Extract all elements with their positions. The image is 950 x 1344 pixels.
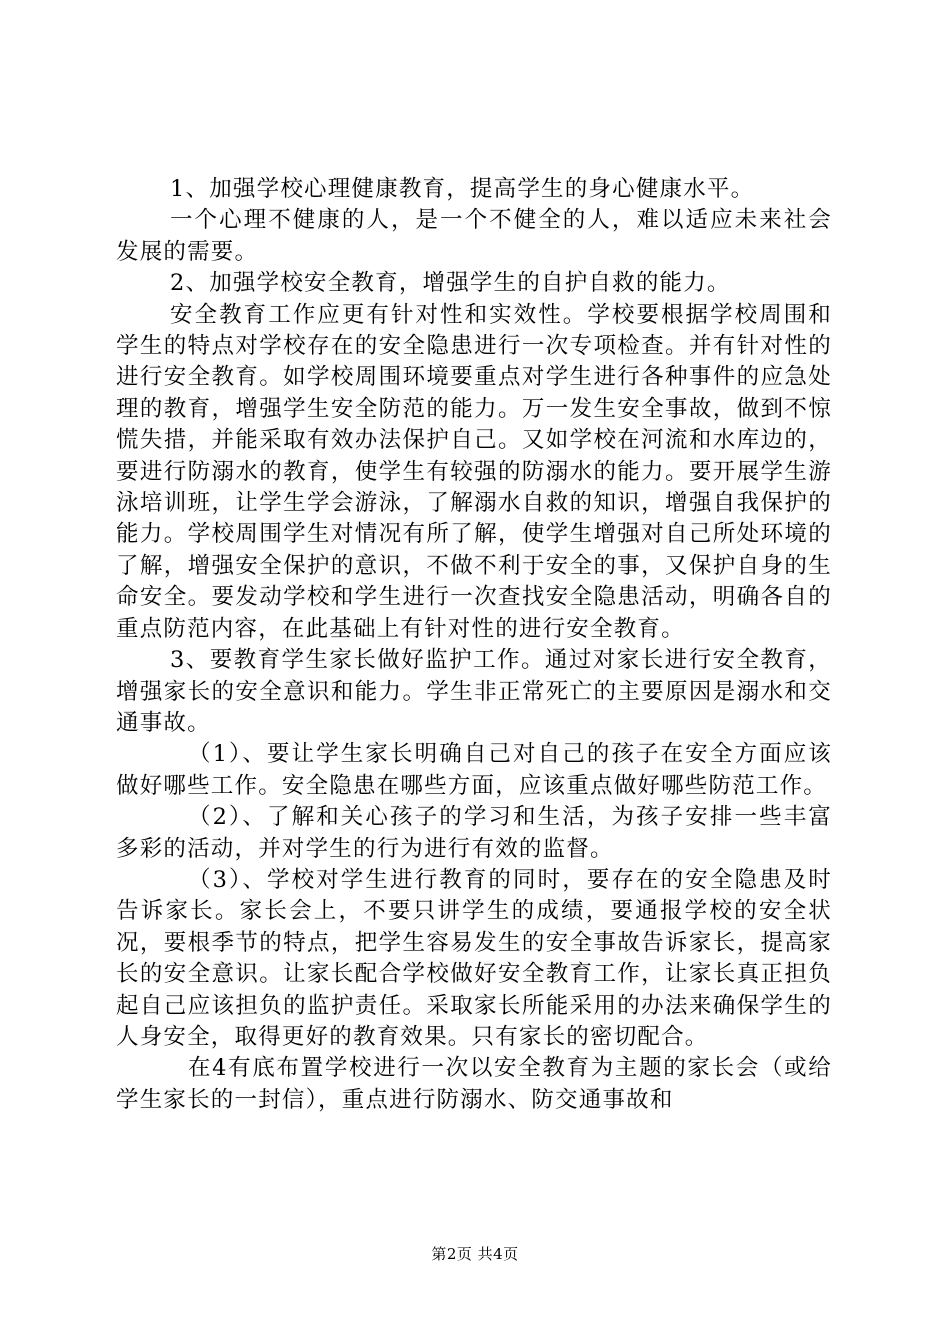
document-body <box>116 174 832 1116</box>
paragraph-item-3: （3）、学校对学生进行教育的同时，要存在的安全隐患及时告诉家长。家长会上，不要只讲学生的成绩，要通报学校的安全状况，要根季节的特点，把学生容易发生的安全事故告诉家长，提高家长的安全意识。让家长配合学校做好安全教育工作，让家长真正担负起自己应该担负的监护责任。采取家长所能采用的办法来确保学生的人身安全，取得更好的教育效果。只有家长的密切配合。 <box>116 866 832 1050</box>
paragraph-item-1: （1）、要让学生家长明确自己对自己的孩子在安全方面应该做好哪些工作。安全隐患在哪些方面，应该重点做好哪些防范工作。 <box>116 741 832 799</box>
page-number-footer: 第2页 共4页 <box>431 1245 519 1263</box>
paragraph-heading-1: 1、加强学校心理健康教育，提高学生的身心健康水平。 <box>170 176 755 202</box>
paragraph-heading-2: 2、加强学校安全教育，增强学生的自护自救的能力。 <box>170 270 731 297</box>
paragraph-item-2: （2）、了解和关心孩子的学习和生活，为孩子安排一些丰富多彩的活动，并对学生的行为进行有效的监督。 <box>116 804 832 862</box>
paragraph-safety-education: 安全教育工作应更有针对性和实效性。学校要根据学校周围和学生的特点对学校存在的安全隐患进行一次专项检查。并有针对性的进行安全教育。如学校周围环境要重点对学生进行各种事件的应急处理的教育，增强学生安全防范的能力。万一发生安全事故，做到不惊慌失措，并能采取有效办法保护自己。又如学校在河流和水库边的，要进行防溺水的教育，使学生有较强的防溺水的能力。要开展学生游泳培训班，让学生学会游泳，了解溺水自救的知识，增强自我保护的能力。学校周围学生对情况有所了解，使学生增强对自己所处环境的了解，增强安全保护的意识，不做不利于安全的事，又保护自身的生命安全。要发动学校和学生进行一次查找安全隐患活动，明确各自的重点防范内容，在此基础上有针对性的进行安全教育。 <box>116 301 832 642</box>
paragraph-heading-3: 3、要教育学生家长做好监护工作。通过对家长进行安全教育，增强家长的安全意识和能力。学生非正常死亡的主要原因是溺水和交通事故。 <box>116 647 832 736</box>
paragraph-mental-health: 一个心理不健康的人，是一个不健全的人，难以适应未来社会发展的需要。 <box>116 207 832 265</box>
paragraph-parent-meeting: 在4有底布置学校进行一次以安全教育为主题的家长会（或给学生家长的一封信），重点进行防溺水、防交通事故和 <box>116 1055 832 1113</box>
